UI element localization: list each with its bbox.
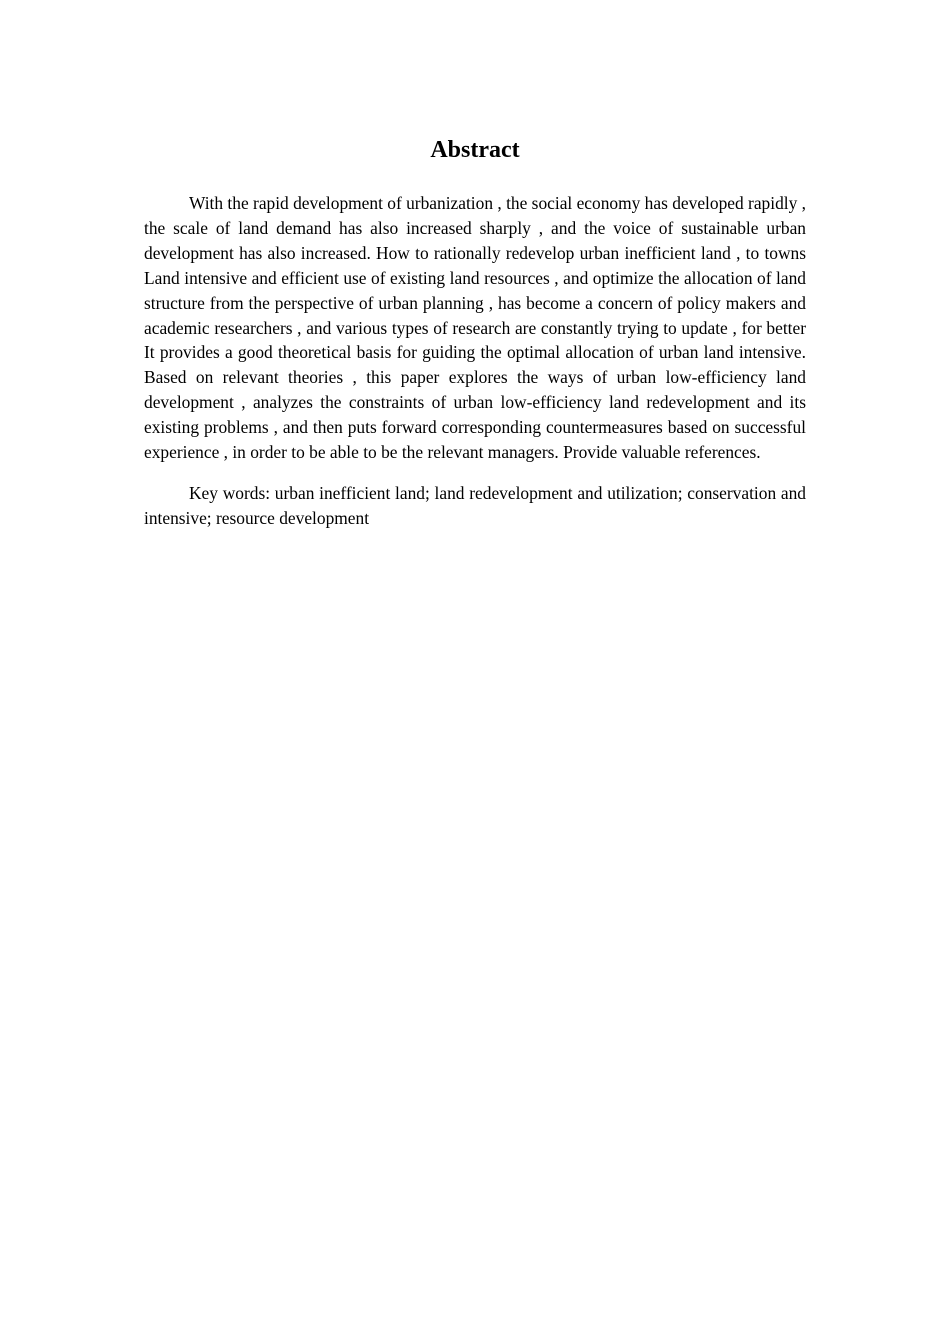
abstract-title: Abstract — [430, 137, 520, 163]
abstract-body: With the rapid development of urbanization , the social economy has developed rapidly , the scale of land demand has also increased sharply , and the voice of sustainable urban development has also increased. How to rationally redevelop urban inefficient land , to towns Land intensive and efficient use of existing land resources , and optimize the allocation of land structure from the perspective of urban planning , has become a concern of policy makers and academic researchers , and various types of research are constantly trying to update , for better It provides a good theoretical basis for guiding the optimal allocation of urban land intensive. Based on relevant theories , this paper explores the ways of urban low-efficiency land development , analyzes the constraints of urban low-efficiency land redevelopment and its existing problems , and then puts forward corresponding countermeasures based on successful experience , in order to be able to be the relevant managers. Provide valuable references. — [144, 193, 806, 463]
document-page — [144, 134, 806, 531]
keywords-line: Key words: urban inefficient land; land redevelopment and utilization; conservation and intensive; resource development — [144, 482, 806, 528]
